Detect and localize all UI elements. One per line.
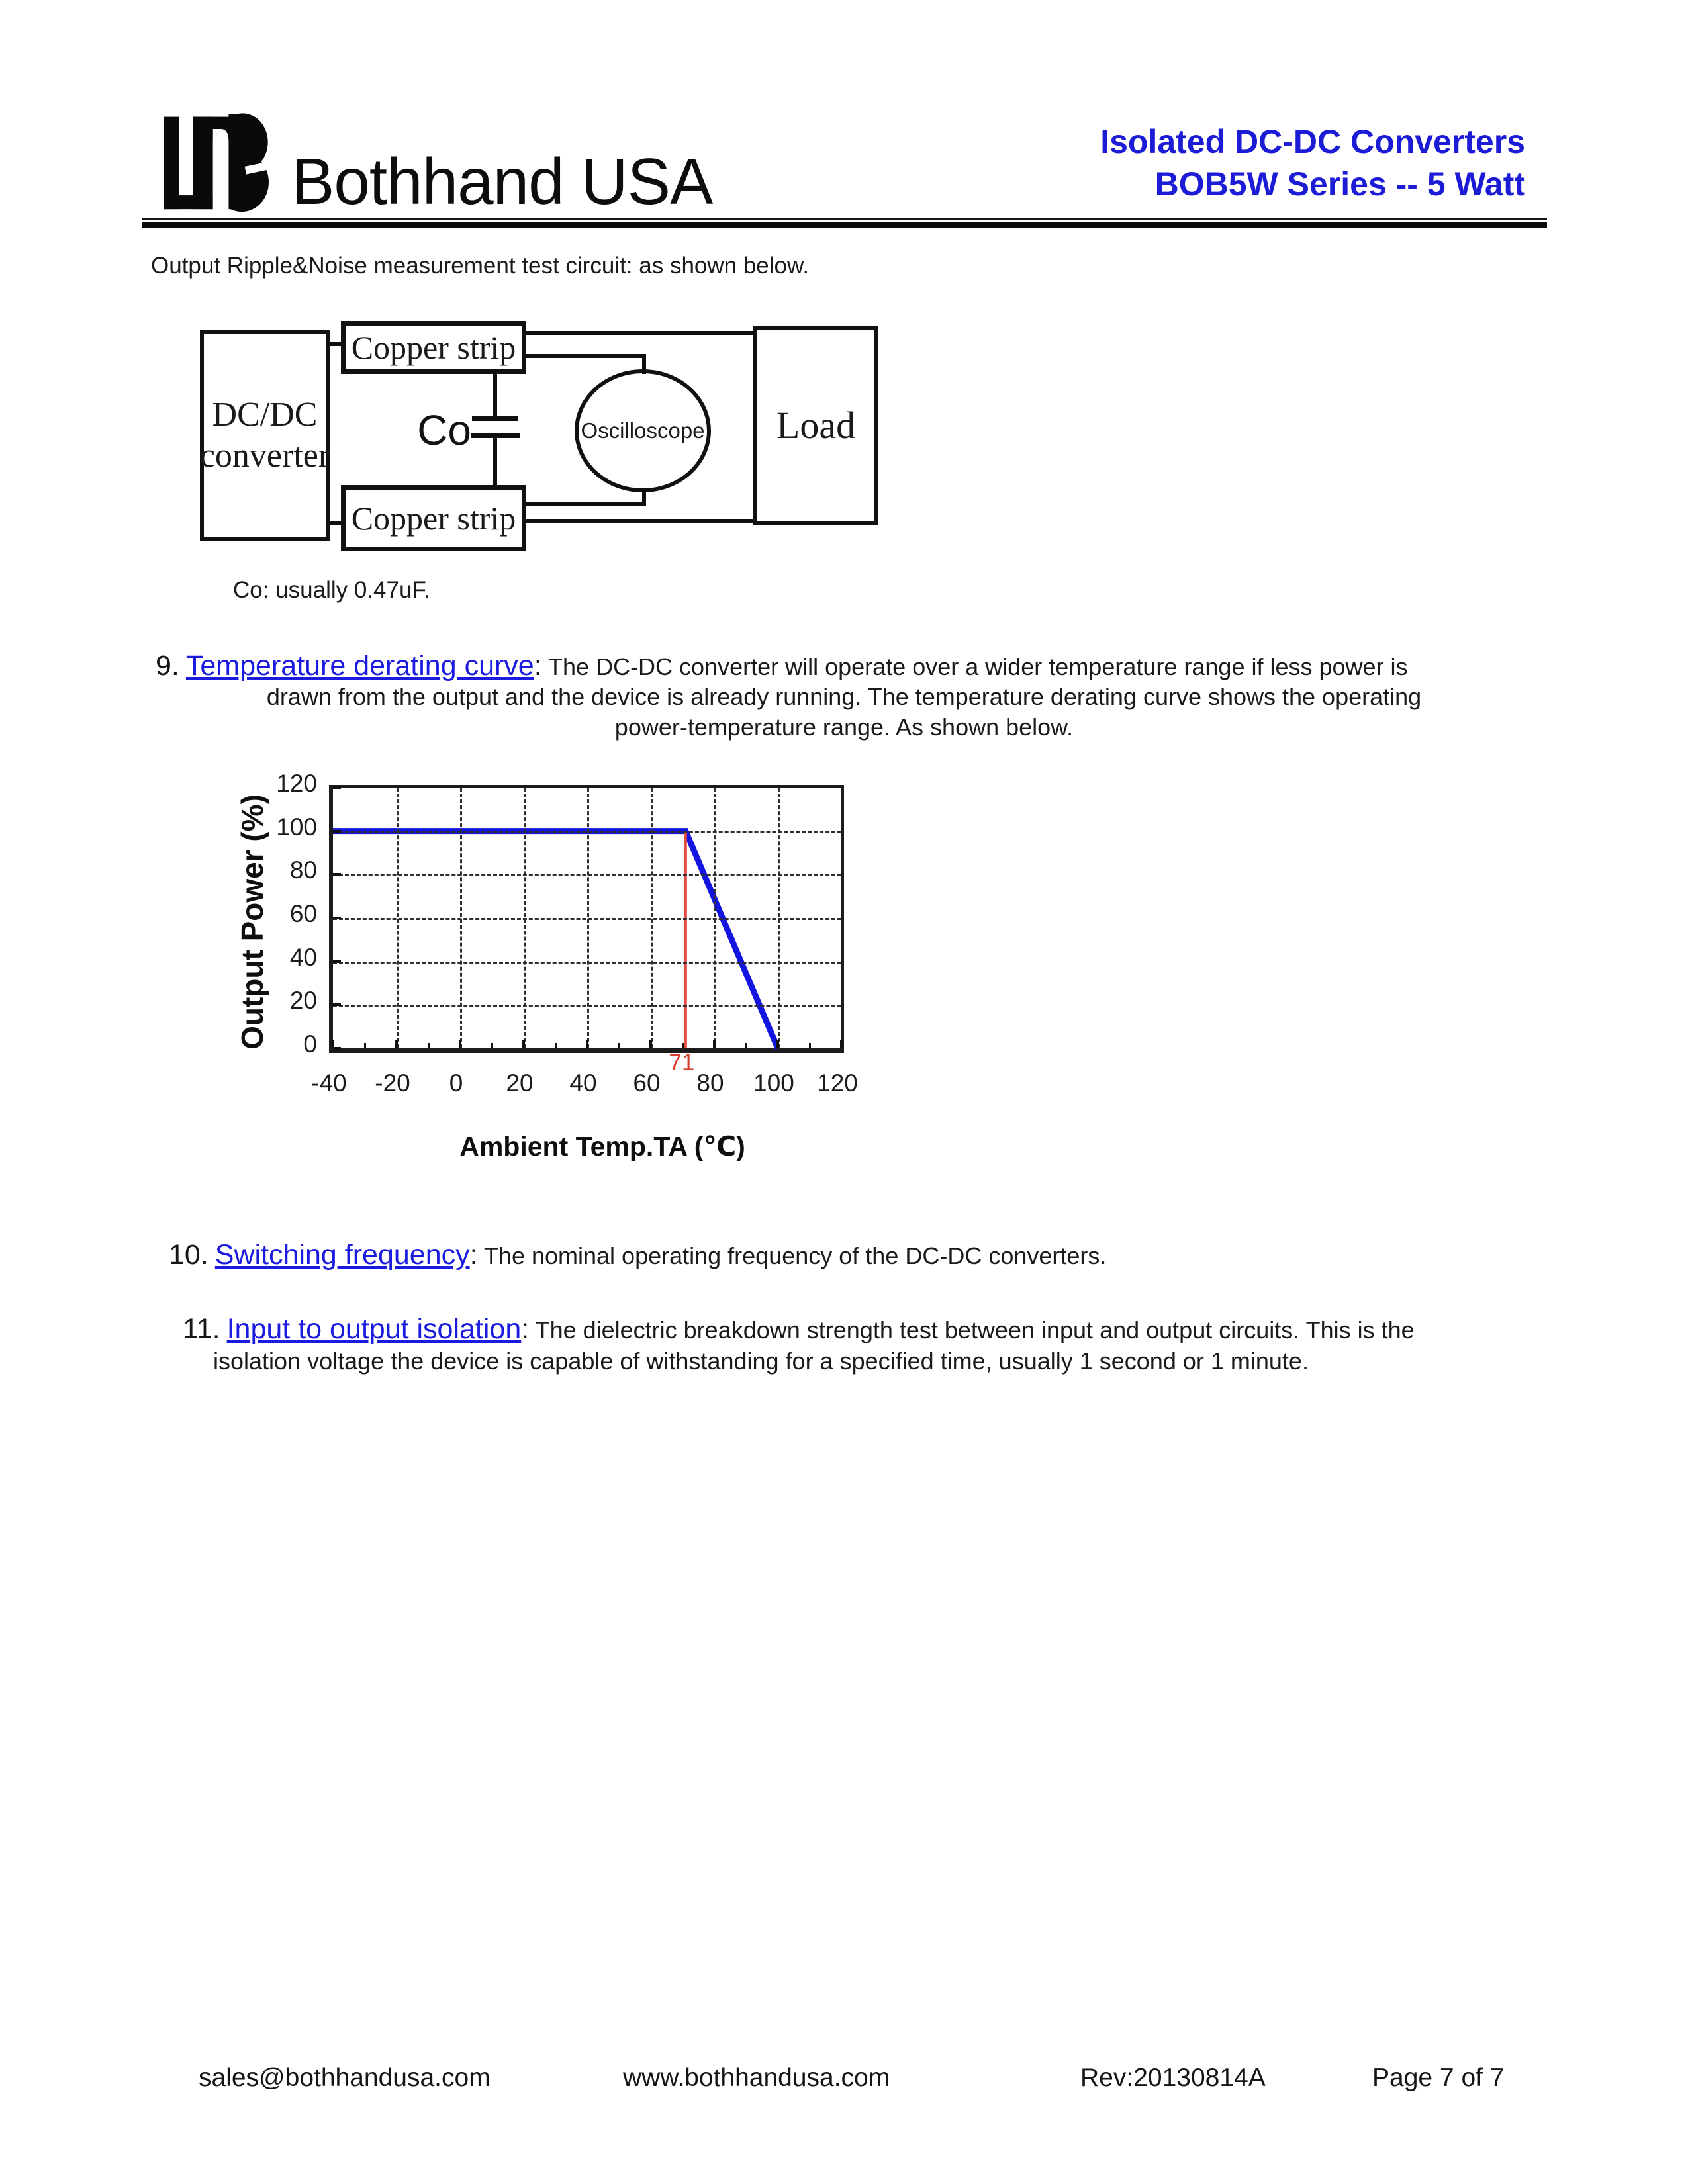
dcdc-converter-box [200,330,330,541]
derating-chart-plot-area [329,785,844,1053]
derating-threshold-label: 71 [669,1050,695,1075]
y-tick-label: 0 [303,1030,317,1058]
x-tick-label: 20 [506,1069,534,1097]
y-tick-mark [333,830,341,833]
output-power-derating [333,831,778,1048]
x-minor-tick-mark [809,1043,811,1048]
x-minor-tick-mark [364,1043,366,1048]
section-10-number: 10. [169,1239,209,1271]
y-tick-label: 80 [289,856,317,884]
x-tick-mark [713,1040,716,1048]
chart-y-axis-title: Output Power (%) [235,794,269,1050]
x-tick-mark [522,1040,525,1048]
test-circuit-diagram [185,298,914,563]
footer-email: sales@bothhandusa.com [199,2064,491,2092]
section-10-line1 [169,1239,1106,1271]
load-label: Load [776,404,856,447]
capacitor-plate-bottom [471,433,520,438]
oscilloscope-ellipse [575,369,711,492]
y-tick-label: 100 [276,813,317,841]
x-tick-mark [586,1040,588,1048]
y-gridline [333,874,841,876]
oscilloscope-label: Oscilloscope [581,418,705,443]
x-tick-mark [840,1040,843,1048]
x-minor-tick-mark [745,1043,747,1048]
section-10-colon: : [469,1239,478,1271]
footer-page-number: Page 7 of 7 [1372,2064,1505,2092]
section-11-link[interactable]: Input to output isolation [226,1313,522,1345]
wire-copper-top-to-load [524,331,755,335]
x-minor-tick-mark [682,1043,684,1048]
x-tick-label: -40 [311,1069,347,1097]
chart-x-axis-title: Ambient Temp.TA (℃) [459,1131,745,1161]
footer-revision: Rev:20130814A [1080,2064,1266,2092]
x-tick-label: 80 [696,1069,724,1097]
y-tick-mark [333,917,341,919]
section-11-number: 11. [183,1313,220,1345]
copper-strip-bottom-box [341,485,526,551]
x-tick-label: 0 [449,1069,463,1097]
y-tick-mark [333,786,341,789]
y-tick-label: 20 [289,987,317,1015]
wire-copper-bottom-to-load [524,519,755,523]
section-10-body-line1: The nominal operating frequency of the DC-DC converters. [483,1242,1107,1269]
y-tick-mark [333,960,341,963]
x-tick-mark [459,1040,461,1048]
header-rule-thick [142,222,1547,228]
x-tick-mark [776,1040,779,1048]
x-tick-label: 100 [753,1069,794,1097]
document-title [1100,120,1525,205]
section-9-line2: drawn from the output and the device is already running. The temperature derating curve shows the operating [266,683,1422,710]
brand-wordmark: Bothhand USA [291,145,713,218]
y-tick-label: 120 [276,770,317,797]
x-minor-tick-mark [555,1043,557,1048]
x-minor-tick-mark [428,1043,430,1048]
section-9-body-line1: The DC-DC converter will operate over a wider temperature range if less power is [548,653,1408,680]
document-title-line1: Isolated DC-DC Converters [1100,123,1525,160]
section-9-line3: power-temperature range. As shown below. [614,713,1074,741]
y-gridline [333,831,841,833]
section-9-number: 9. [156,650,179,682]
copper-strip-top-label: Copper strip [351,329,516,366]
copper-strip-bottom-label: Copper strip [351,500,516,537]
x-tick-label: 40 [569,1069,597,1097]
x-tick-label: -20 [375,1069,410,1097]
x-minor-tick-mark [491,1043,493,1048]
x-tick-mark [649,1040,652,1048]
wire-oscilloscope-top-drop [642,354,646,374]
dcdc-converter-label-line2: converter [199,437,330,475]
capacitor-note: Co: usually 0.47uF. [233,577,430,603]
x-minor-tick-mark [618,1043,620,1048]
y-gridline [333,962,841,964]
section-9-line1 [156,650,1408,682]
section-11-line2: isolation voltage the device is capable of withstanding for a specified time, usually 1 second or 1 minute. [213,1347,1309,1375]
section-11-body-line1: The dielectric breakdown strength test between input and output circuits. This is the [535,1316,1415,1343]
y-tick-label: 60 [289,900,317,927]
section-11-line1 [183,1313,1415,1345]
y-tick-mark [333,1047,341,1050]
y-tick-label: 40 [289,943,317,971]
section-11-colon: : [521,1313,530,1345]
intro-text: Output Ripple&Noise measurement test circuit: as shown below. [151,253,810,279]
y-tick-mark [333,1003,341,1006]
document-title-line2: BOB5W Series -- 5 Watt [1154,165,1525,203]
capacitor-label: Co [417,406,471,454]
footer-website: www.bothhandusa.com [623,2064,890,2092]
dcdc-converter-label-line1: DC/DC [212,396,318,433]
wire-dcdc-to-copper-top [330,342,343,346]
copper-strip-top-box [341,321,526,374]
wire-copper-bottom-to-oscilloscope [524,502,646,506]
header-rule-thin [142,218,1547,220]
bothhand-logo-icon [164,113,269,217]
wire-capacitor-bottom-lead [493,438,497,486]
x-tick-label: 60 [633,1069,661,1097]
wire-capacitor-top-lead [493,373,497,416]
x-tick-label: 120 [817,1069,858,1097]
load-box [753,326,878,525]
section-9-colon: : [534,650,542,682]
y-tick-mark [333,873,341,876]
wire-copper-top-to-oscilloscope [524,354,646,358]
section-10-link[interactable]: Switching frequency [214,1239,470,1271]
y-gridline [333,1005,841,1007]
capacitor-plate-top [472,416,518,421]
wire-dcdc-to-copper-bottom [330,521,343,525]
y-gridline [333,918,841,920]
section-9-link[interactable]: Temperature derating curve [185,650,534,682]
x-tick-mark [395,1040,398,1048]
